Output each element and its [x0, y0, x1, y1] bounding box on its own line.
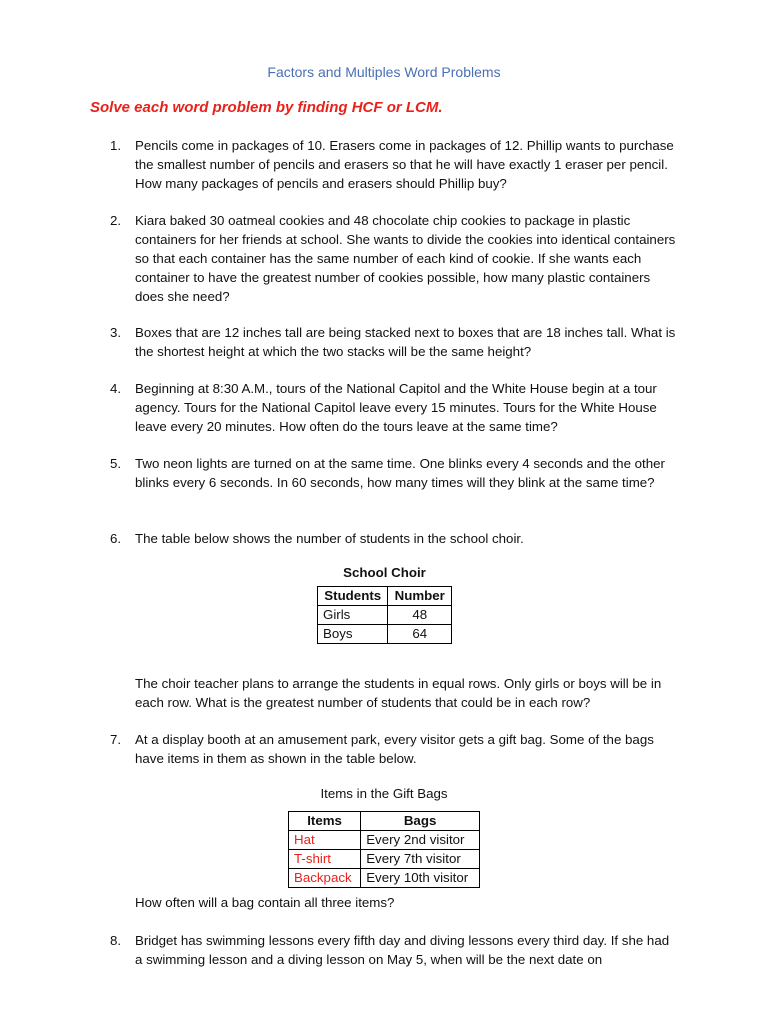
- problem-number: 6.: [110, 531, 122, 546]
- problem-text: Pencils come in packages of 10. Erasers come in packages of 12. Phillip wants to purchase the smallest number of pencils and erasers so that he will have exactly 1 eraser per pencil. How many packages of pencils and erasers should Phillip buy?: [135, 138, 674, 191]
- table-header: Bags: [361, 812, 480, 831]
- problem-number: 1.: [110, 138, 122, 153]
- table-header-row: [318, 587, 452, 606]
- problem-number: 2.: [110, 213, 122, 228]
- table-row: [289, 831, 480, 850]
- table-cell: Every 7th visitor: [361, 850, 480, 869]
- table-cell: Boys: [318, 625, 388, 644]
- table-row: [289, 869, 480, 888]
- problem-text: Boxes that are 12 inches tall are being stacked next to boxes that are 18 inches tall. What is the shortest height at which the two stacks will be the same height?: [135, 325, 676, 359]
- problem-text: The table below shows the number of students in the school choir.: [135, 531, 524, 546]
- problem-3: [110, 323, 680, 361]
- problem-6: [110, 529, 680, 548]
- table-row: [318, 625, 452, 644]
- worksheet-title: Factors and Multiples Word Problems: [267, 64, 501, 80]
- gift-table: [288, 811, 480, 888]
- problem-number: 4.: [110, 381, 122, 396]
- table-row: [318, 606, 452, 625]
- problem-4: [110, 379, 680, 436]
- table-cell: Hat: [289, 831, 361, 850]
- table-cell: Every 10th visitor: [361, 869, 480, 888]
- problem-number: 7.: [110, 732, 122, 747]
- problem-number: 8.: [110, 933, 122, 948]
- table-header-row: [289, 812, 480, 831]
- gift-question: How often will a bag contain all three items?: [135, 895, 395, 910]
- problem-1: [110, 136, 680, 193]
- problem-5: [110, 454, 680, 492]
- problem-number: 3.: [110, 325, 122, 340]
- gift-table-caption: Items in the Gift Bags: [320, 786, 448, 801]
- table-cell: Every 2nd visitor: [361, 831, 480, 850]
- problem-8: [110, 931, 680, 969]
- problem-number: 5.: [110, 456, 122, 471]
- table-cell: 48: [388, 606, 452, 625]
- problem-text: Kiara baked 30 oatmeal cookies and 48 chocolate chip cookies to package in plastic containers for her friends at school. She wants to divide the cookies into identical containers so that each container has the same number of each kind of cookie. If she wants each container to have the greatest number of cookies possible, how many plastic containers does she need?: [135, 213, 676, 304]
- table-header: Students: [318, 587, 388, 606]
- problem-text: At a display booth at an amusement park, every visitor gets a gift bag. Some of the bags have items in them as shown in the table below.: [135, 732, 654, 766]
- table-row: [289, 850, 480, 869]
- table-cell: Backpack: [289, 869, 361, 888]
- problem-2: [110, 211, 680, 306]
- table-cell: T-shirt: [289, 850, 361, 869]
- problem-text: Beginning at 8:30 A.M., tours of the National Capitol and the White House begin at a tour agency. Tours for the National Capitol leave every 15 minutes. Tours for the White House leave every 20 minutes. How often do the tours leave at the same time?: [135, 381, 657, 434]
- choir-table: [317, 586, 452, 644]
- table-header: Items: [289, 812, 361, 831]
- choir-question: The choir teacher plans to arrange the students in equal rows. Only girls or boys will be in each row. What is the greatest number of students that could be in each row?: [135, 676, 662, 710]
- problem-7: [110, 730, 680, 768]
- table-cell: 64: [388, 625, 452, 644]
- table-cell: Girls: [318, 606, 388, 625]
- table-header: Number: [388, 587, 452, 606]
- instructions: Solve each word problem by finding HCF or LCM.: [90, 99, 443, 116]
- problem-text: Bridget has swimming lessons every fifth day and diving lessons every third day. If she had a swimming lesson and a diving lesson on May 5, when will be the next date on: [135, 933, 670, 967]
- problem-text: Two neon lights are turned on at the same time. One blinks every 4 seconds and the other blinks every 6 seconds. In 60 seconds, how many times will they blink at the same time?: [135, 456, 665, 490]
- choir-table-caption: School Choir: [343, 565, 426, 580]
